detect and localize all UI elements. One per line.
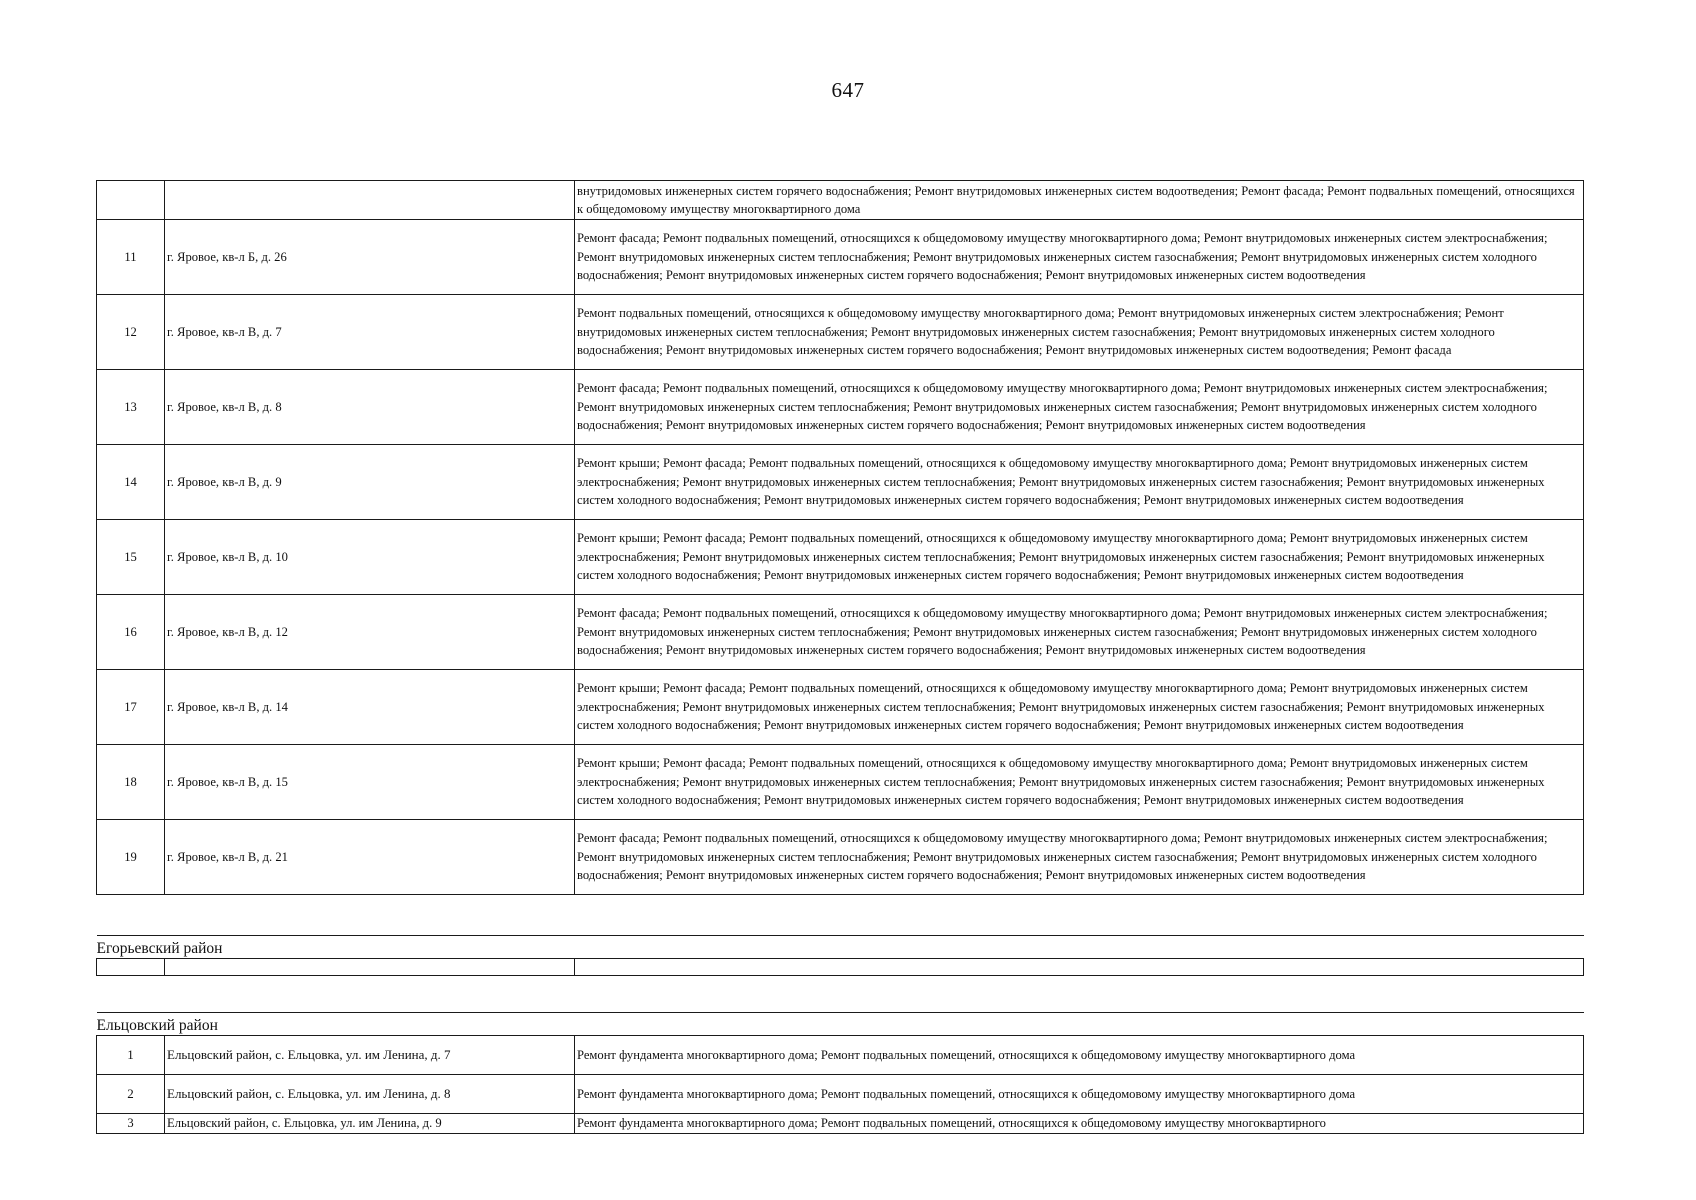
row-address: г. Яровое, кв-л Б, д. 26 [165, 220, 575, 295]
table-row [97, 670, 1584, 745]
table-row [97, 1075, 1584, 1114]
row-address: г. Яровое, кв-л В, д. 8 [165, 370, 575, 445]
row-works: Ремонт фасада; Ремонт подвальных помещений, относящихся к общедомовому имуществу многоквартирного дома; Ремонт внутридомовых инженерных систем электроснабжения; Ремонт внутридомовых инженерных систем теплоснабжения; Ремонт внутридомовых инженерных систем газоснабжения; Ремонт внутридомовых инженерных систем холодного водоснабжения; Ремонт внутридомовых инженерных систем горячего водоснабжения; Ремонт внутридомовых инженерных систем водоотведения [575, 595, 1584, 670]
row-number [97, 181, 165, 220]
row-address: г. Яровое, кв-л В, д. 15 [165, 745, 575, 820]
row-number: 19 [97, 820, 165, 895]
page-number: 647 [831, 78, 865, 102]
table-row [97, 220, 1584, 295]
spacer-row [97, 976, 1584, 1013]
row-number: 12 [97, 295, 165, 370]
row-number: 13 [97, 370, 165, 445]
row-works: Ремонт фундамента многоквартирного дома; Ремонт подвальных помещений, относящихся к общедомовому имуществу многоквартирного дома [575, 1036, 1584, 1075]
row-works: Ремонт фасада; Ремонт подвальных помещений, относящихся к общедомовому имуществу многоквартирного дома; Ремонт внутридомовых инженерных систем электроснабжения; Ремонт внутридомовых инженерных систем теплоснабжения; Ремонт внутридомовых инженерных систем газоснабжения; Ремонт внутридомовых инженерных систем холодного водоснабжения; Ремонт внутридомовых инженерных систем горячего водоснабжения; Ремонт внутридомовых инженерных систем водоотведения [575, 820, 1584, 895]
row-address: г. Яровое, кв-л В, д. 21 [165, 820, 575, 895]
row-number: 15 [97, 520, 165, 595]
table-row [97, 445, 1584, 520]
row-number: 3 [97, 1114, 165, 1134]
row-address: Ельцовский район, с. Ельцовка, ул. им Ленина, д. 8 [165, 1075, 575, 1114]
spacer-row [97, 895, 1584, 936]
row-number: 2 [97, 1075, 165, 1114]
row-works: Ремонт крыши; Ремонт фасада; Ремонт подвальных помещений, относящихся к общедомовому имуществу многоквартирного дома; Ремонт внутридомовых инженерных систем электроснабжения; Ремонт внутридомовых инженерных систем теплоснабжения; Ремонт внутридомовых инженерных систем газоснабжения; Ремонт внутридомовых инженерных систем холодного водоснабжения; Ремонт внутридомовых инженерных систем горячего водоснабжения; Ремонт внутридомовых инженерных систем водоотведения [575, 445, 1584, 520]
table-row-continuation [97, 181, 1584, 220]
table-row [97, 745, 1584, 820]
table-row [97, 520, 1584, 595]
row-number: 18 [97, 745, 165, 820]
row-number: 1 [97, 1036, 165, 1075]
row-works: Ремонт фундамента многоквартирного дома; Ремонт подвальных помещений, относящихся к общедомовому имуществу многоквартирного [575, 1114, 1584, 1134]
district-heading-row [97, 1013, 1584, 1036]
row-works: Ремонт крыши; Ремонт фасада; Ремонт подвальных помещений, относящихся к общедомовому имуществу многоквартирного дома; Ремонт внутридомовых инженерных систем электроснабжения; Ремонт внутридомовых инженерных систем теплоснабжения; Ремонт внутридомовых инженерных систем газоснабжения; Ремонт внутридомовых инженерных систем холодного водоснабжения; Ремонт внутридомовых инженерных систем горячего водоснабжения; Ремонт внутридомовых инженерных систем водоотведения [575, 670, 1584, 745]
table-row [97, 1036, 1584, 1075]
row-number: 11 [97, 220, 165, 295]
table-row [97, 1114, 1584, 1134]
row-works: Ремонт подвальных помещений, относящихся к общедомовому имуществу многоквартирного дома; Ремонт внутридомовых инженерных систем электроснабжения; Ремонт внутридомовых инженерных систем теплоснабжения; Ремонт внутридомовых инженерных систем газоснабжения; Ремонт внутридомовых инженерных систем холодного водоснабжения; Ремонт внутридомовых инженерных систем горячего водоснабжения; Ремонт внутридомовых инженерных систем водоотведения; Ремонт фасада [575, 295, 1584, 370]
row-number: 14 [97, 445, 165, 520]
table-row [97, 820, 1584, 895]
row-works: Ремонт фундамента многоквартирного дома; Ремонт подвальных помещений, относящихся к общедомовому имуществу многоквартирного дома [575, 1075, 1584, 1114]
empty-row [97, 959, 1584, 976]
row-address: Ельцовский район, с. Ельцовка, ул. им Ленина, д. 9 [165, 1114, 575, 1134]
row-works: Ремонт фасада; Ремонт подвальных помещений, относящихся к общедомовому имуществу многоквартирного дома; Ремонт внутридомовых инженерных систем электроснабжения; Ремонт внутридомовых инженерных систем теплоснабжения; Ремонт внутридомовых инженерных систем газоснабжения; Ремонт внутридомовых инженерных систем холодного водоснабжения; Ремонт внутридомовых инженерных систем горячего водоснабжения; Ремонт внутридомовых инженерных систем водоотведения [575, 220, 1584, 295]
table-row [97, 370, 1584, 445]
district-name-egorievsky: Егорьевский район [97, 936, 1584, 959]
district-name-eltsovsky: Ельцовский район [97, 1013, 1584, 1036]
repair-program-table [96, 180, 1584, 1134]
row-address [165, 181, 575, 220]
row-works: Ремонт крыши; Ремонт фасада; Ремонт подвальных помещений, относящихся к общедомовому имуществу многоквартирного дома; Ремонт внутридомовых инженерных систем электроснабжения; Ремонт внутридомовых инженерных систем теплоснабжения; Ремонт внутридомовых инженерных систем газоснабжения; Ремонт внутридомовых инженерных систем холодного водоснабжения; Ремонт внутридомовых инженерных систем горячего водоснабжения; Ремонт внутридомовых инженерных систем водоотведения [575, 745, 1584, 820]
row-works: Ремонт крыши; Ремонт фасада; Ремонт подвальных помещений, относящихся к общедомовому имуществу многоквартирного дома; Ремонт внутридомовых инженерных систем электроснабжения; Ремонт внутридомовых инженерных систем теплоснабжения; Ремонт внутридомовых инженерных систем газоснабжения; Ремонт внутридомовых инженерных систем холодного водоснабжения; Ремонт внутридомовых инженерных систем горячего водоснабжения; Ремонт внутридомовых инженерных систем водоотведения [575, 520, 1584, 595]
row-address: г. Яровое, кв-л В, д. 14 [165, 670, 575, 745]
row-address: г. Яровое, кв-л В, д. 12 [165, 595, 575, 670]
table-row [97, 295, 1584, 370]
row-works: внутридомовых инженерных систем горячего водоснабжения; Ремонт внутридомовых инженерных систем водоотведения; Ремонт фасада; Ремонт подвальных помещений, относящихся к общедомовому имуществу многоквартирного дома [575, 181, 1584, 220]
row-works: Ремонт фасада; Ремонт подвальных помещений, относящихся к общедомовому имуществу многоквартирного дома; Ремонт внутридомовых инженерных систем электроснабжения; Ремонт внутридомовых инженерных систем теплоснабжения; Ремонт внутридомовых инженерных систем газоснабжения; Ремонт внутридомовых инженерных систем холодного водоснабжения; Ремонт внутридомовых инженерных систем горячего водоснабжения; Ремонт внутридомовых инженерных систем водоотведения [575, 370, 1584, 445]
district-heading-row [97, 936, 1584, 959]
row-address: Ельцовский район, с. Ельцовка, ул. им Ленина, д. 7 [165, 1036, 575, 1075]
row-address: г. Яровое, кв-л В, д. 9 [165, 445, 575, 520]
row-address: г. Яровое, кв-л В, д. 7 [165, 295, 575, 370]
row-address: г. Яровое, кв-л В, д. 10 [165, 520, 575, 595]
row-number: 17 [97, 670, 165, 745]
table-row [97, 595, 1584, 670]
row-number: 16 [97, 595, 165, 670]
